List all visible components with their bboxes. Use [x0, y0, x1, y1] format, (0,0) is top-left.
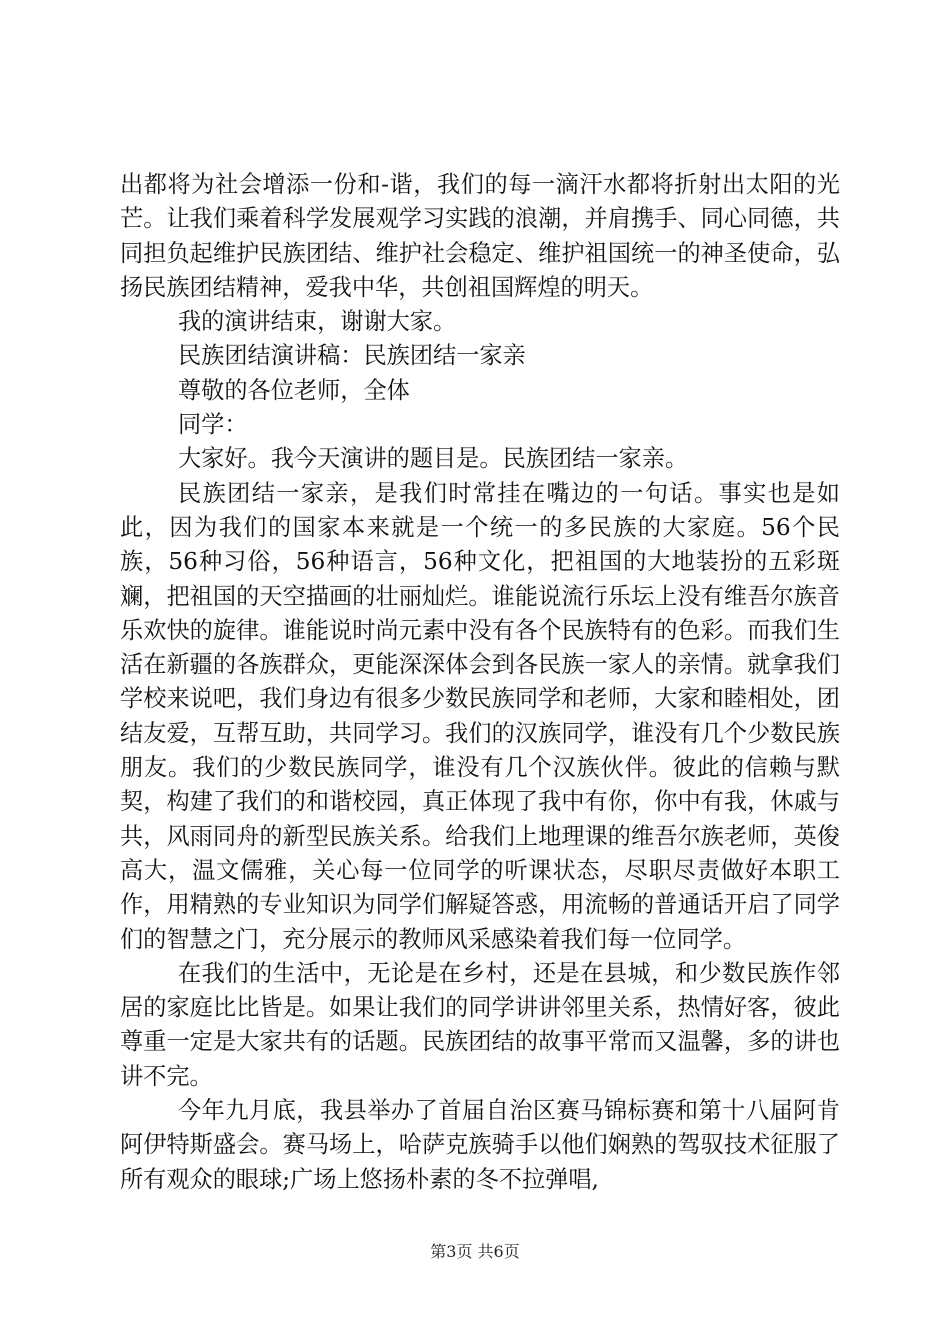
paragraph-unity-family: 民族团结一家亲，是我们时常挂在嘴边的一句话。事实也是如此，因为我们的国家本来就是一个统一的多民族的大家庭。56个民族，56种习俗，56种语言，56种文化，把祖国的大地装扮的五彩斑斓，把祖国的天空描画的壮丽灿烂。谁能说流行乐坛上没有维吾尔族音乐欢快的旋律。谁能说时尚元素中没有各个民族特有的色彩。而我们生活在新疆的各族群众，更能深深体会到各民族一家人的亲情。就拿我们学校来说吧，我们身边有很多少数民族同学和老师，大家和睦相处，团结友爱，互帮互助，共同学习。我们的汉族同学，谁没有几个少数民族朋友。我们的少数民族同学，谁没有几个汉族伙伴。彼此的信赖与默契，构建了我们的和谐校园，真正体现了我中有你，你中有我，休戚与共，风雨同舟的新型民族关系。给我们上地理课的维吾尔族老师，英俊高大，温文儒雅，关心每一位同学的听课状态，尽职尽责做好本职工作，用精熟的专业知识为同学们解疑答惑，用流畅的普通话开启了同学们的智慧之门，充分展示的教师风采感染着我们每一位同学。	[120, 479, 840, 953]
paragraph-horse-race: 今年九月底，我县举办了首届自治区赛马锦标赛和第十八届阿肯阿伊特斯盛会。赛马场上，哈萨克族骑手以他们娴熟的驾驭技术征服了所有观众的眼球;广场上悠扬朴素的冬不拉弹唱,	[120, 1097, 840, 1193]
paragraph-daily-life: 在我们的生活中，无论是在乡村，还是在县城，和少数民族作邻居的家庭比比皆是。如果让我们的同学讲讲邻里关系，热情好客，彼此尊重一定是大家共有的话题。民族团结的故事平常而又温馨，多的讲也讲不完。	[120, 959, 840, 1090]
document-body	[120, 168, 840, 1197]
paragraph-salutation: 尊敬的各位老师，全体	[178, 376, 410, 404]
paragraph-closing-continued: 出都将为社会增添一份和-谐，我们的每一滴汗水都将折射出太阳的光芒。让我们乘着科学发展观学习实践的浪潮，并肩携手、同心同德，共同担负起维护民族团结、维护社会稳定、维护祖国统一的神圣使命，弘扬民族团结精神，爱我中华，共创祖国辉煌的明天。	[120, 171, 840, 301]
paragraph-thanks: 我的演讲结束，谢谢大家。	[178, 308, 457, 336]
page-number-footer: 第3页 共6页	[430, 1242, 520, 1261]
paragraph-salutation-continued: 同学：	[178, 411, 248, 439]
paragraph-greeting: 大家好。我今天演讲的题目是。民族团结一家亲。	[178, 445, 689, 473]
paragraph-speech-title: 民族团结演讲稿：民族团结一家亲	[178, 342, 526, 370]
